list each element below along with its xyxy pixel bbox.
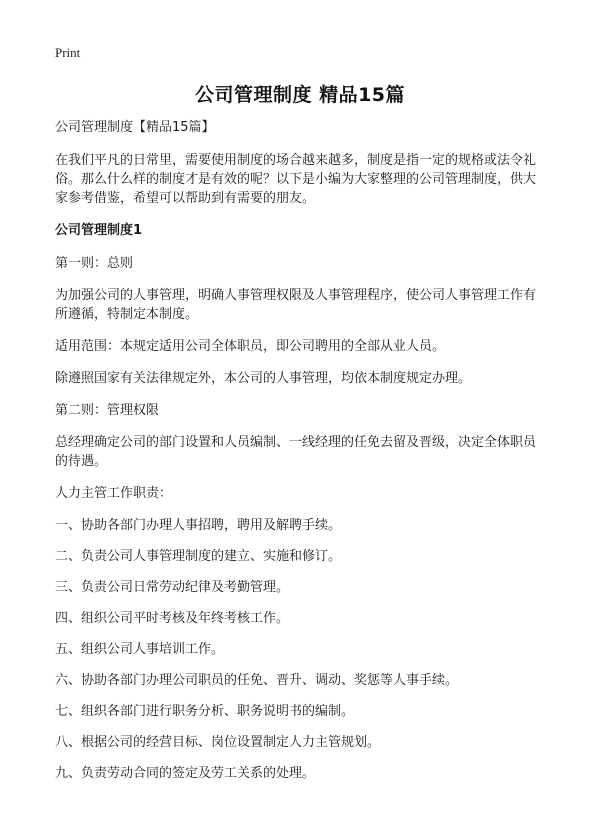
rule2-heading: 第二则：管理权限 [55, 403, 160, 418]
document-body [55, 118, 545, 795]
document-subtitle: 公司管理制度【精品15篇】 [55, 120, 215, 135]
list-item: 八、根据公司的经营目标、岗位设置制定人力主管规划。 [55, 735, 381, 750]
list-item: 六、协助各部门办理公司职员的任免、晋升、调动、奖惩等人事手续。 [55, 673, 459, 688]
rule1-paragraph-3: 除遵照国家有关法律规定外，本公司的人事管理，均依本制度规定办理。 [55, 371, 472, 386]
duties-list [55, 516, 545, 783]
rule1-paragraph-2: 适用范围：本规定适用公司全体职员，即公司聘用的全部从业人员。 [55, 339, 446, 354]
list-item: 一、协助各部门办理人事招聘，聘用及解聘手续。 [55, 518, 342, 533]
rule1-paragraph-1: 为加强公司的人事管理，明确人事管理权限及人事管理程序，使公司人事管理工作有所遵循，特制定本制度。 [55, 288, 537, 322]
print-label: Print [55, 45, 81, 60]
duties-heading: 人力主管工作职责： [55, 486, 173, 501]
list-item: 五、组织公司人事培训工作。 [55, 642, 225, 657]
list-item: 九、负责劳动合同的签定及劳工关系的处理。 [55, 766, 316, 781]
page-title: 公司管理制度 精品15篇 [194, 84, 406, 106]
list-item: 四、组织公司平时考核及年终考核工作。 [55, 611, 290, 626]
list-item: 二、负责公司人事管理制度的建立、实施和修订。 [55, 549, 342, 564]
list-item: 七、组织各部门进行职务分析、职务说明书的编制。 [55, 704, 355, 719]
rule2-paragraph-1: 总经理确定公司的部门设置和人员编制、一线经理的任免去留及晋级，决定全体职员的待遇。 [55, 435, 537, 469]
intro-paragraph: 在我们平凡的日常里，需要使用制度的场合越来越多，制度是指一定的规格或法令礼俗。那么什么样的制度才是有效的呢？以下是小编为大家整理的公司管理制度，供大家参考借鉴，希望可以帮助到有需要的朋友。 [55, 153, 537, 206]
section-heading: 公司管理制度1 [55, 223, 143, 238]
rule1-heading: 第一则：总则 [55, 256, 134, 271]
list-item: 三、负责公司日常劳动纪律及考勤管理。 [55, 580, 290, 595]
